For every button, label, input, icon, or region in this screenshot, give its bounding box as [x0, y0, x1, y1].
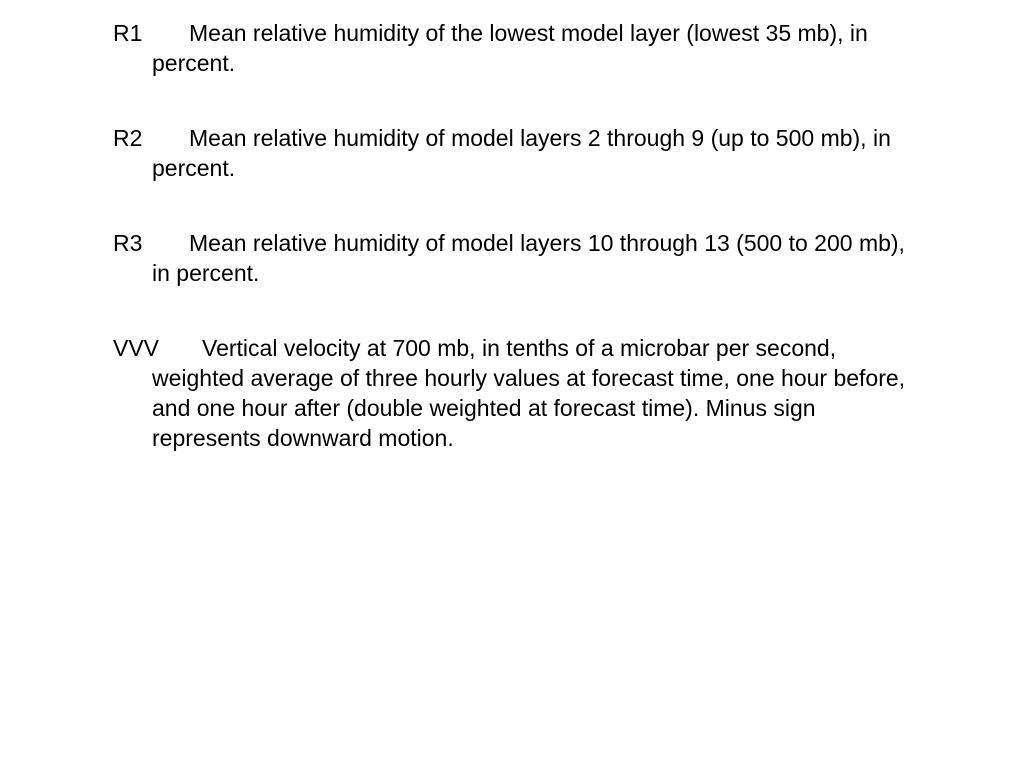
definition-item-r2 — [113, 123, 913, 183]
definition-code: R1 — [113, 20, 143, 46]
definition-text: Mean relative humidity of the lowest model layer (lowest 35 mb), in percent. — [152, 20, 868, 76]
definition-code: R2 — [113, 125, 143, 151]
definition-item-r1 — [113, 18, 913, 78]
definition-text: Vertical velocity at 700 mb, in tenths of a microbar per second, weighted average of three hourly values at forecast time, one hour before, and one hour after (double weighted at forecast time). Minus sign represents downward motion. — [152, 335, 906, 451]
definition-code: VVV — [113, 335, 160, 361]
definition-list — [113, 18, 913, 498]
definition-code: R3 — [113, 230, 143, 256]
definition-item-r3 — [113, 228, 913, 288]
definition-text: Mean relative humidity of model layers 10 through 13 (500 to 200 mb), in percent. — [152, 230, 905, 286]
definition-item-vvv — [113, 333, 913, 453]
definition-text: Mean relative humidity of model layers 2 through 9 (up to 500 mb), in percent. — [152, 125, 891, 181]
